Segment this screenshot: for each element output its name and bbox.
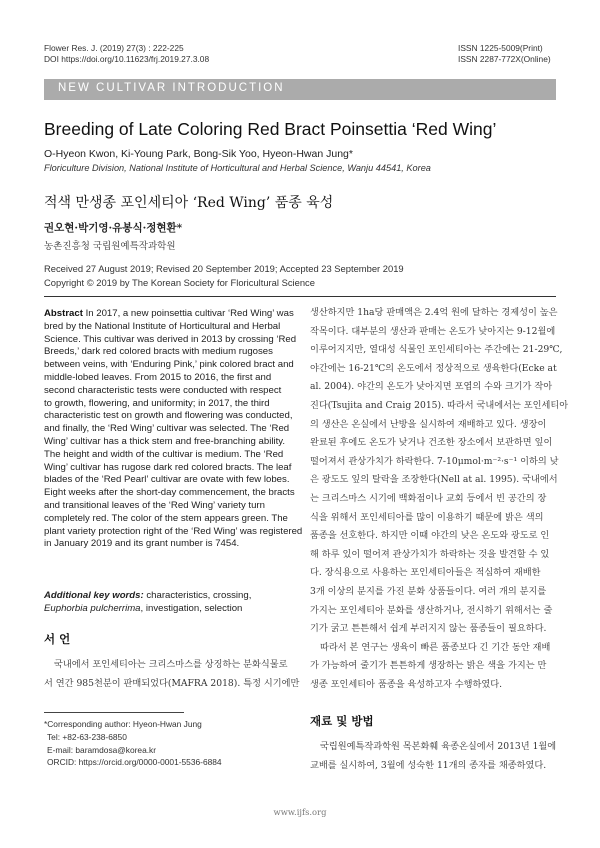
intro-right-line: 는 크리스마스 시기에 백화점이나 교회 등에서 빈 공간의 장 [310, 492, 547, 504]
intro-right-line: 야간에는 16-21℃의 온도에서 정상적으로 생육한다(Ecke at [310, 362, 557, 374]
journal-citation: Flower Res. J. (2019) 27(3) : 222-225 [44, 43, 184, 53]
orcid-link[interactable]: ORCID: https://orcid.org/0000-0001-5536-6884 [47, 757, 222, 768]
section-banner [44, 79, 556, 100]
banner-label: NEW CULTIVAR INTRODUCTION [58, 82, 285, 94]
intro-right-line: 따라서 본 연구는 생육이 빠른 품종보다 긴 기간 동안 재배 [320, 641, 551, 653]
abstract-line: to growth, flowering, and uniformity; in 2017, the third [44, 397, 270, 409]
intro-right-line: 생종 포인세티아 품종을 육성하고자 수행하였다. [310, 678, 503, 690]
received-dates: Received 27 August 2019; Revised 20 September 2019; Accepted 23 September 2019 [44, 263, 404, 274]
intro-right-line: 완료된 후에도 온도가 낮거나 건조한 장소에서 보관하면 잎이 [310, 437, 553, 449]
abstract-line: second characteristic tests were conducted with respect [44, 384, 282, 396]
paper-title: Breeding of Late Coloring Red Bract Poinsettia ‘Red Wing’ [44, 119, 497, 139]
korean-title: 적색 만생종 포인세티아 ‘Red Wing’ 품종 육성 [44, 195, 334, 211]
abstract-line: and finally, the ‘Red Wing’ cultivar was selected. The ‘Red [44, 423, 290, 435]
abstract-line: Eight weeks after the short-day commencement, the bracts [44, 487, 295, 499]
intro-right-line: al. 2004). 야간의 온도가 낮아지면 포엽의 수와 크기가 작아 [310, 381, 553, 393]
abstract-line: The height and width of the cultivar is medium. The ‘Red [44, 448, 284, 460]
korean-authors: 권오현·박기영·유봉식·정현환* [44, 222, 183, 234]
abstract-line: middle-lobed leaves. From 2015 to 2016, the first and [44, 371, 272, 383]
footnote [44, 718, 222, 769]
intro-right-line: 진다(Tsujita and Craig 2015). 따라서 국내에서는 포인세티아 [310, 399, 569, 411]
email-link[interactable]: E-mail: baramdosa@korea.kr [47, 744, 157, 755]
abstract-line: blades of the ‘Red Pearl’ cultivar are ovate with few lobes. [44, 474, 290, 486]
publication-dates [44, 262, 404, 290]
authors: O-Hyeon Kwon, Ki-Young Park, Bong-Sik Yoo, Hyeon-Hwan Jung* [44, 148, 353, 160]
intro-left-line: 국내에서 포인세티아는 크리스마스를 상징하는 분화식물로 [54, 659, 288, 670]
keywords-species: Euphorbia pulcherrima [44, 602, 141, 614]
abstract-line: between veins, with ‘Enduring Pink,’ pink colored bract and [44, 359, 294, 371]
intro-left-text [44, 656, 300, 693]
top-rule [44, 296, 556, 297]
affiliation: Floriculture Division, National Institute of Horticultural and Herbal Science, Wanju 44541, Korea [44, 163, 431, 173]
intro-right-line: 의 생산은 온실에서 난방을 실시하여 재배하고 있다. 생장이 [310, 418, 547, 430]
keywords-label: Additional key words: [44, 590, 144, 601]
footnote-rule [44, 712, 184, 713]
abstract-line: Science. This cultivar was derived in 2013 by crossing ‘Red [44, 333, 297, 345]
abstract-line: Wing’ cultivar has rugose dark red colored bracts. The leaf [44, 461, 292, 473]
intro-right-line: 이루어지지만, 열대성 식물인 포인세티아는 주간에는 21-29℃, [310, 344, 563, 356]
abstract-line: plant variety protection right of the ‘Red Wing’ was registered [44, 525, 303, 537]
intro-right-line: 은 광도도 잎의 탈락을 조장한다(Nell at al. 1995). 국내에서 [310, 474, 558, 486]
doi-link[interactable]: DOI https://doi.org/10.11623/frj.2019.27.3.08 [44, 54, 210, 64]
abstract-line: In 2017, a new poinsettia cultivar ‘Red Wing’ was [85, 308, 294, 319]
intro-right-line: 해 하루 있이 떨어져 관상가치가 하락하는 것을 발견할 수 있 [310, 548, 550, 560]
korean-affiliation: 농촌진흥청 국립원예특작과학원 [44, 241, 176, 252]
copyright: Copyright © 2019 by The Korean Society for Floricultural Science [44, 277, 315, 288]
intro-heading: 서 언 [44, 632, 71, 646]
methods-heading: 재료 및 방법 [310, 714, 374, 728]
keywords [44, 590, 292, 616]
keywords-text: characteristics, crossing, [143, 590, 252, 601]
abstract-line: characteristic test on growth and flowering was conducted, [44, 410, 293, 422]
abstract-line: completely red. The color of the stem appears green. The [44, 512, 288, 524]
intro-right-line: 떨어져서 관상가치가 하락한다. 7-10μmol·m⁻²·s⁻¹ 이하의 낮 [310, 455, 559, 467]
telephone: Tel: +82-63-238-6850 [47, 731, 127, 742]
intro-right-line: 가 가능하여 줄기가 튼튼하게 생장하는 밝은 색을 가지는 만 [310, 660, 547, 672]
intro-right-line: 식을 위해서 포인세티아를 많이 이용하기 때문에 밝은 색의 [310, 511, 544, 523]
intro-right-text [310, 304, 569, 694]
intro-right-line: 다. 장식용으로 사용하는 포인세티아들은 적심하여 재배한 [310, 567, 541, 579]
intro-right-line: 품종을 선호한다. 하지만 이때 야간의 낮은 온도와 광도로 인 [310, 530, 550, 542]
issn-online: ISSN 2287-772X(Online) [458, 54, 551, 64]
intro-right-line: 작목이다. 대부분의 생산과 판매는 온도가 낮아지는 9-12월에 [310, 325, 556, 337]
intro-right-line: 3개 이상의 분지를 가진 분화 상품들이다. 여러 개의 분지를 [310, 585, 547, 597]
methods-text [310, 738, 556, 775]
intro-left-line: 서 연간 985천분이 판매되었다(MAFRA 2018). 특정 시기에만 [44, 677, 300, 689]
intro-right-line: 기가 굵고 튼튼해서 쉽게 부러지지 않는 품종들이 필요하다. [310, 623, 547, 635]
corresponding-author: *Corresponding author: Hyeon-Hwan Jung [44, 719, 202, 729]
journal-url[interactable]: www.ijfs.org [273, 807, 327, 817]
abstract-line: bred by the National Institute of Horticultural and Herbal [44, 320, 281, 332]
abstract-line: Wing’ cultivar has a thick stem and free-branching ability. [44, 435, 286, 447]
keywords-tail: , investigation, selection [140, 602, 243, 614]
intro-right-line: 생산하지만 1ha당 판매액은 2.4억 원에 달하는 경제성이 높은 [310, 307, 558, 318]
abstract-line: and transitional leaves of the ‘Red Wing’ variety turn [44, 499, 265, 511]
methods-line: 교배를 실시하여, 3월에 성숙한 11개의 종자를 채종하였다. [310, 759, 547, 771]
abstract-line: in January 2019 and its grant number is 7454. [44, 538, 240, 550]
abstract-line: Breeds,’ dark red colored bracts with medium rugoses [44, 346, 273, 358]
intro-right-line: 가지는 포인세티아 분화를 생산하거나, 전시하기 위해서는 줄 [310, 604, 553, 616]
abstract [44, 308, 303, 551]
abstract-label: Abstract [44, 308, 83, 319]
methods-line: 국립원예특작과학원 목본화훼 육종온실에서 2013년 1월에 [320, 741, 557, 752]
issn-print: ISSN 1225-5009(Print) [458, 43, 543, 53]
